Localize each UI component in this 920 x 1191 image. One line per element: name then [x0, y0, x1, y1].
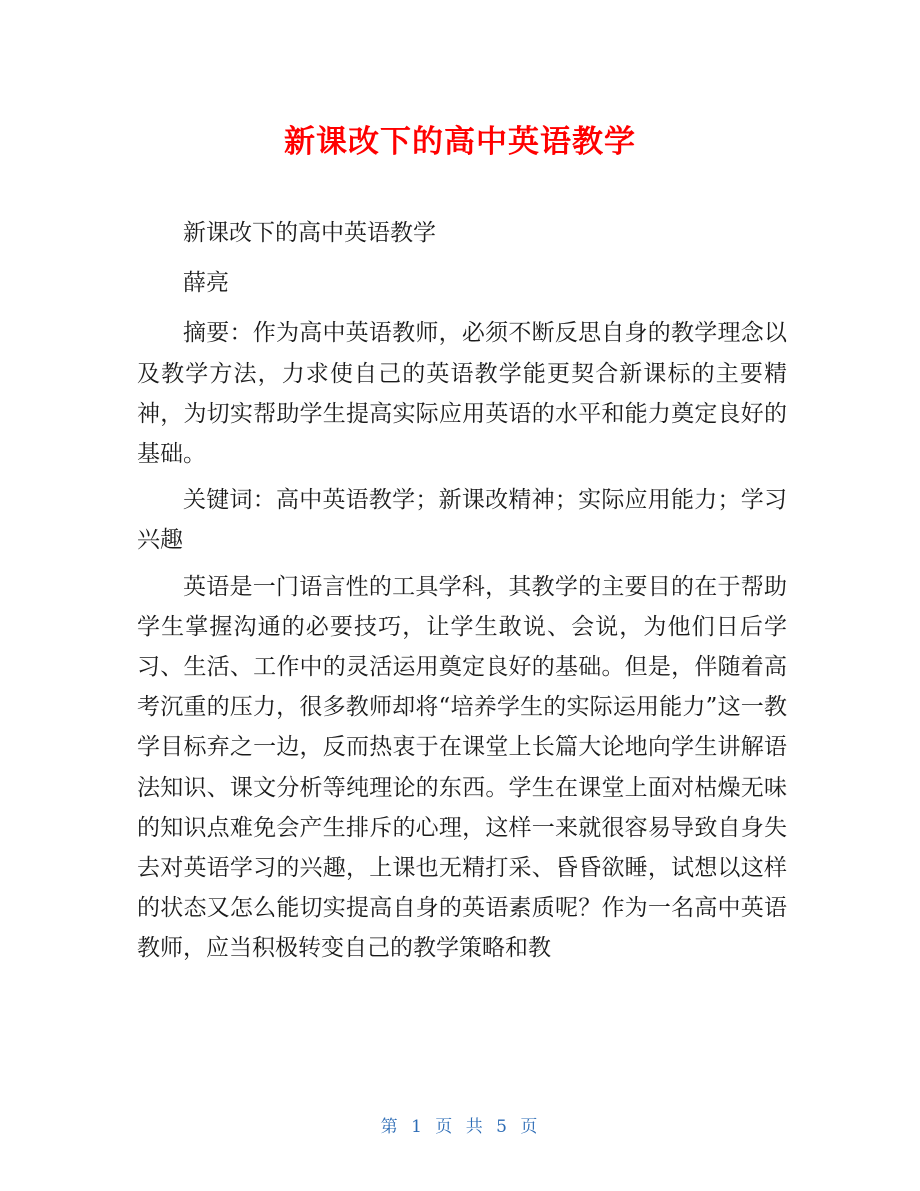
page-title: 新课改下的高中英语教学 [284, 124, 636, 160]
subtitle: 新课改下的高中英语教学 [183, 220, 436, 246]
document-body [137, 213, 787, 975]
abstract-paragraph: 摘要：作为高中英语教师，必须不断反思自身的教学理念以及教学方法，力求使自己的英语教学能更契合新课标的主要精神，为切实帮助学生提高实际应用英语的水平和能力奠定良好的基础。 [137, 320, 787, 468]
body-paragraph: 英语是一门语言性的工具学科，其教学的主要目的在于帮助学生掌握沟通的必要技巧，让学生敢说、会说，为他们日后学习、生活、工作中的灵活运用奠定良好的基础。但是，伴随着高考沉重的压力，很多教师却将“培养学生的实际运用能力”这一教学目标弃之一边，反而热衷于在课堂上长篇大论地向学生讲解语法知识、课文分析等纯理论的东西。学生在课堂上面对枯燥无味的知识点难免会产生排斥的心理，这样一来就很容易导致自身失去对英语学习的兴趣，上课也无精打采、昏昏欲睡，试想以这样的状态又怎么能切实提高自身的英语素质呢？作为一名高中英语教师，应当积极转变自己的教学策略和教 [137, 573, 787, 962]
keywords-paragraph: 关键词：高中英语教学；新课改精神；实际应用能力；学习兴趣 [137, 487, 787, 554]
author: 薛亮 [183, 270, 229, 297]
page-number: 第 1 页 共 5 页 [380, 1117, 540, 1137]
